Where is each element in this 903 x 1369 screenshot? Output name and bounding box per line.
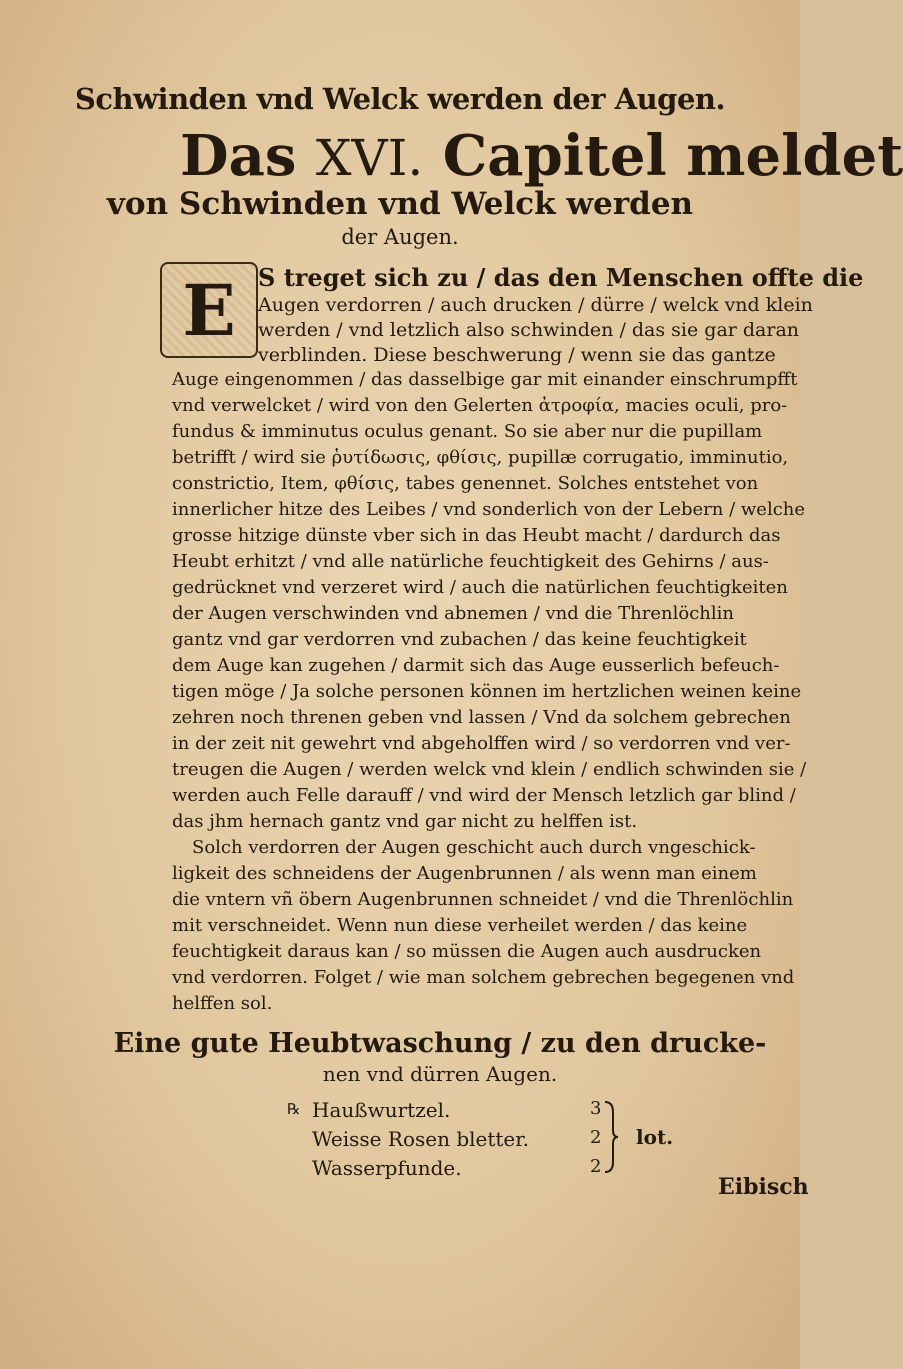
body-line: verblinden. Diese beschwerung / wenn sie das gantze — [258, 344, 776, 366]
body-line: tigen möge / Ja solche personen können im hertzlichen weinen keine — [172, 681, 802, 702]
body-line: das jhm hernach gantz vnd gar nicht zu helffen ist. — [172, 811, 638, 832]
body-line: helffen sol. — [172, 993, 273, 1014]
body-line: die vntern vñ öbern Augenbrunnen schneidet / vnd die Threnlöchlin — [172, 889, 794, 910]
recipe-title: Eine gute Heubtwaschung / zu den drucke- — [113, 1028, 767, 1059]
body-line: der Augen verschwinden vnd abnemen / vnd die Threnlöchlin — [172, 603, 734, 624]
recipe-subtitle: nen vnd dürren Augen. — [322, 1062, 558, 1086]
body-line: gedrücknet vnd verzeret wird / auch die natürlichen feuchtigkeiten — [172, 577, 788, 598]
body-line: vnd verwelcket / wird von den Gelerten ἀτροφία, macies oculi, pro- — [172, 395, 788, 416]
recipe-symbol-icon: ℞ — [287, 1100, 301, 1118]
body-line: zehren noch threnen geben vnd lassen / Vnd da solchem gebrechen — [172, 707, 791, 728]
body-line: Solch verdorren der Augen geschicht auch durch vngeschick- — [192, 837, 756, 858]
body-line: feuchtigkeit daraus kan / so müssen die Augen auch ausdrucken — [172, 941, 762, 962]
decorated-initial: E — [160, 262, 258, 358]
body-line: betrifft / wird sie ῥυτίδωσις, φθίσις, pupillæ corrugatio, imminutio, — [172, 447, 789, 468]
quantity-unit: lot. — [636, 1125, 674, 1149]
body-line: constrictio, Item, φθίσις, tabes genennet. Solches entstehet von — [172, 473, 759, 494]
body-line: Heubt erhitzt / vnd alle natürliche feuchtigkeit des Gehirns / aus- — [172, 551, 769, 572]
body-line: gantz vnd gar verdorren vnd zubachen / das keine feuchtigkeit — [172, 629, 747, 650]
chapter-title-suffix: Capitel meldet — [442, 123, 903, 189]
chapter-subtitle-2: der Augen. — [341, 225, 459, 249]
body-line: werden / vnd letzlich also schwinden / das sie gar daran — [258, 319, 800, 341]
ingredient-quantity: 2 — [590, 1156, 602, 1177]
body-line: grosse hitzige dünste vber sich in das Heubt macht / dardurch das — [172, 525, 781, 546]
body-line: fundus & imminutus oculus genant. So sie aber nur die pupillam — [172, 421, 763, 442]
body-line: dem Auge kan zugehen / darmit sich das Auge eusserlich befeuch- — [172, 655, 780, 676]
running-head: Schwinden vnd Welck werden der Augen. — [74, 82, 726, 116]
body-line: ligkeit des schneidens der Augenbrunnen / als wenn man einem — [172, 863, 757, 884]
body-line: Auge eingenommen / das dasselbige gar mit einander einschrumpfft — [172, 369, 798, 390]
chapter-title-prefix: Das — [180, 123, 297, 189]
ingredient-quantity: 2 — [590, 1127, 602, 1148]
chapter-numeral: XVI. — [315, 129, 424, 187]
body-line: mit verschneidet. Wenn nun diese verheilet werden / das keine — [172, 915, 748, 936]
ingredient-quantity: 3 — [590, 1098, 602, 1119]
ingredient-name: Wasserpfunde. — [312, 1156, 462, 1180]
body-line: in der zeit nit gewehrt vnd abgeholffen wird / so verdorren vnd ver- — [172, 733, 791, 754]
body-line: treugen die Augen / werden welck vnd klein / endlich schwinden sie / — [172, 759, 807, 780]
body-line: Augen verdorren / auch drucken / dürre / welck vnd klein — [258, 294, 813, 316]
brace-icon — [603, 1100, 619, 1174]
body-line: innerlicher hitze des Leibes / vnd sonderlich von der Lebern / welche — [172, 499, 806, 520]
body-line: werden auch Felle darauff / vnd wird der Mensch letzlich gar blind / — [172, 785, 796, 806]
ingredient-name: Haußwurtzel. — [312, 1098, 451, 1122]
chapter-title — [180, 123, 903, 189]
body-line: vnd verdorren. Folget / wie man solchem gebrechen begegenen vnd — [172, 967, 795, 988]
body-line: S treget sich zu / das den Menschen offte die — [258, 263, 864, 292]
chapter-subtitle: von Schwinden vnd Welck werden — [106, 186, 694, 222]
catchword: Eibisch — [718, 1174, 809, 1200]
ingredient-name: Weisse Rosen bletter. — [312, 1127, 529, 1151]
